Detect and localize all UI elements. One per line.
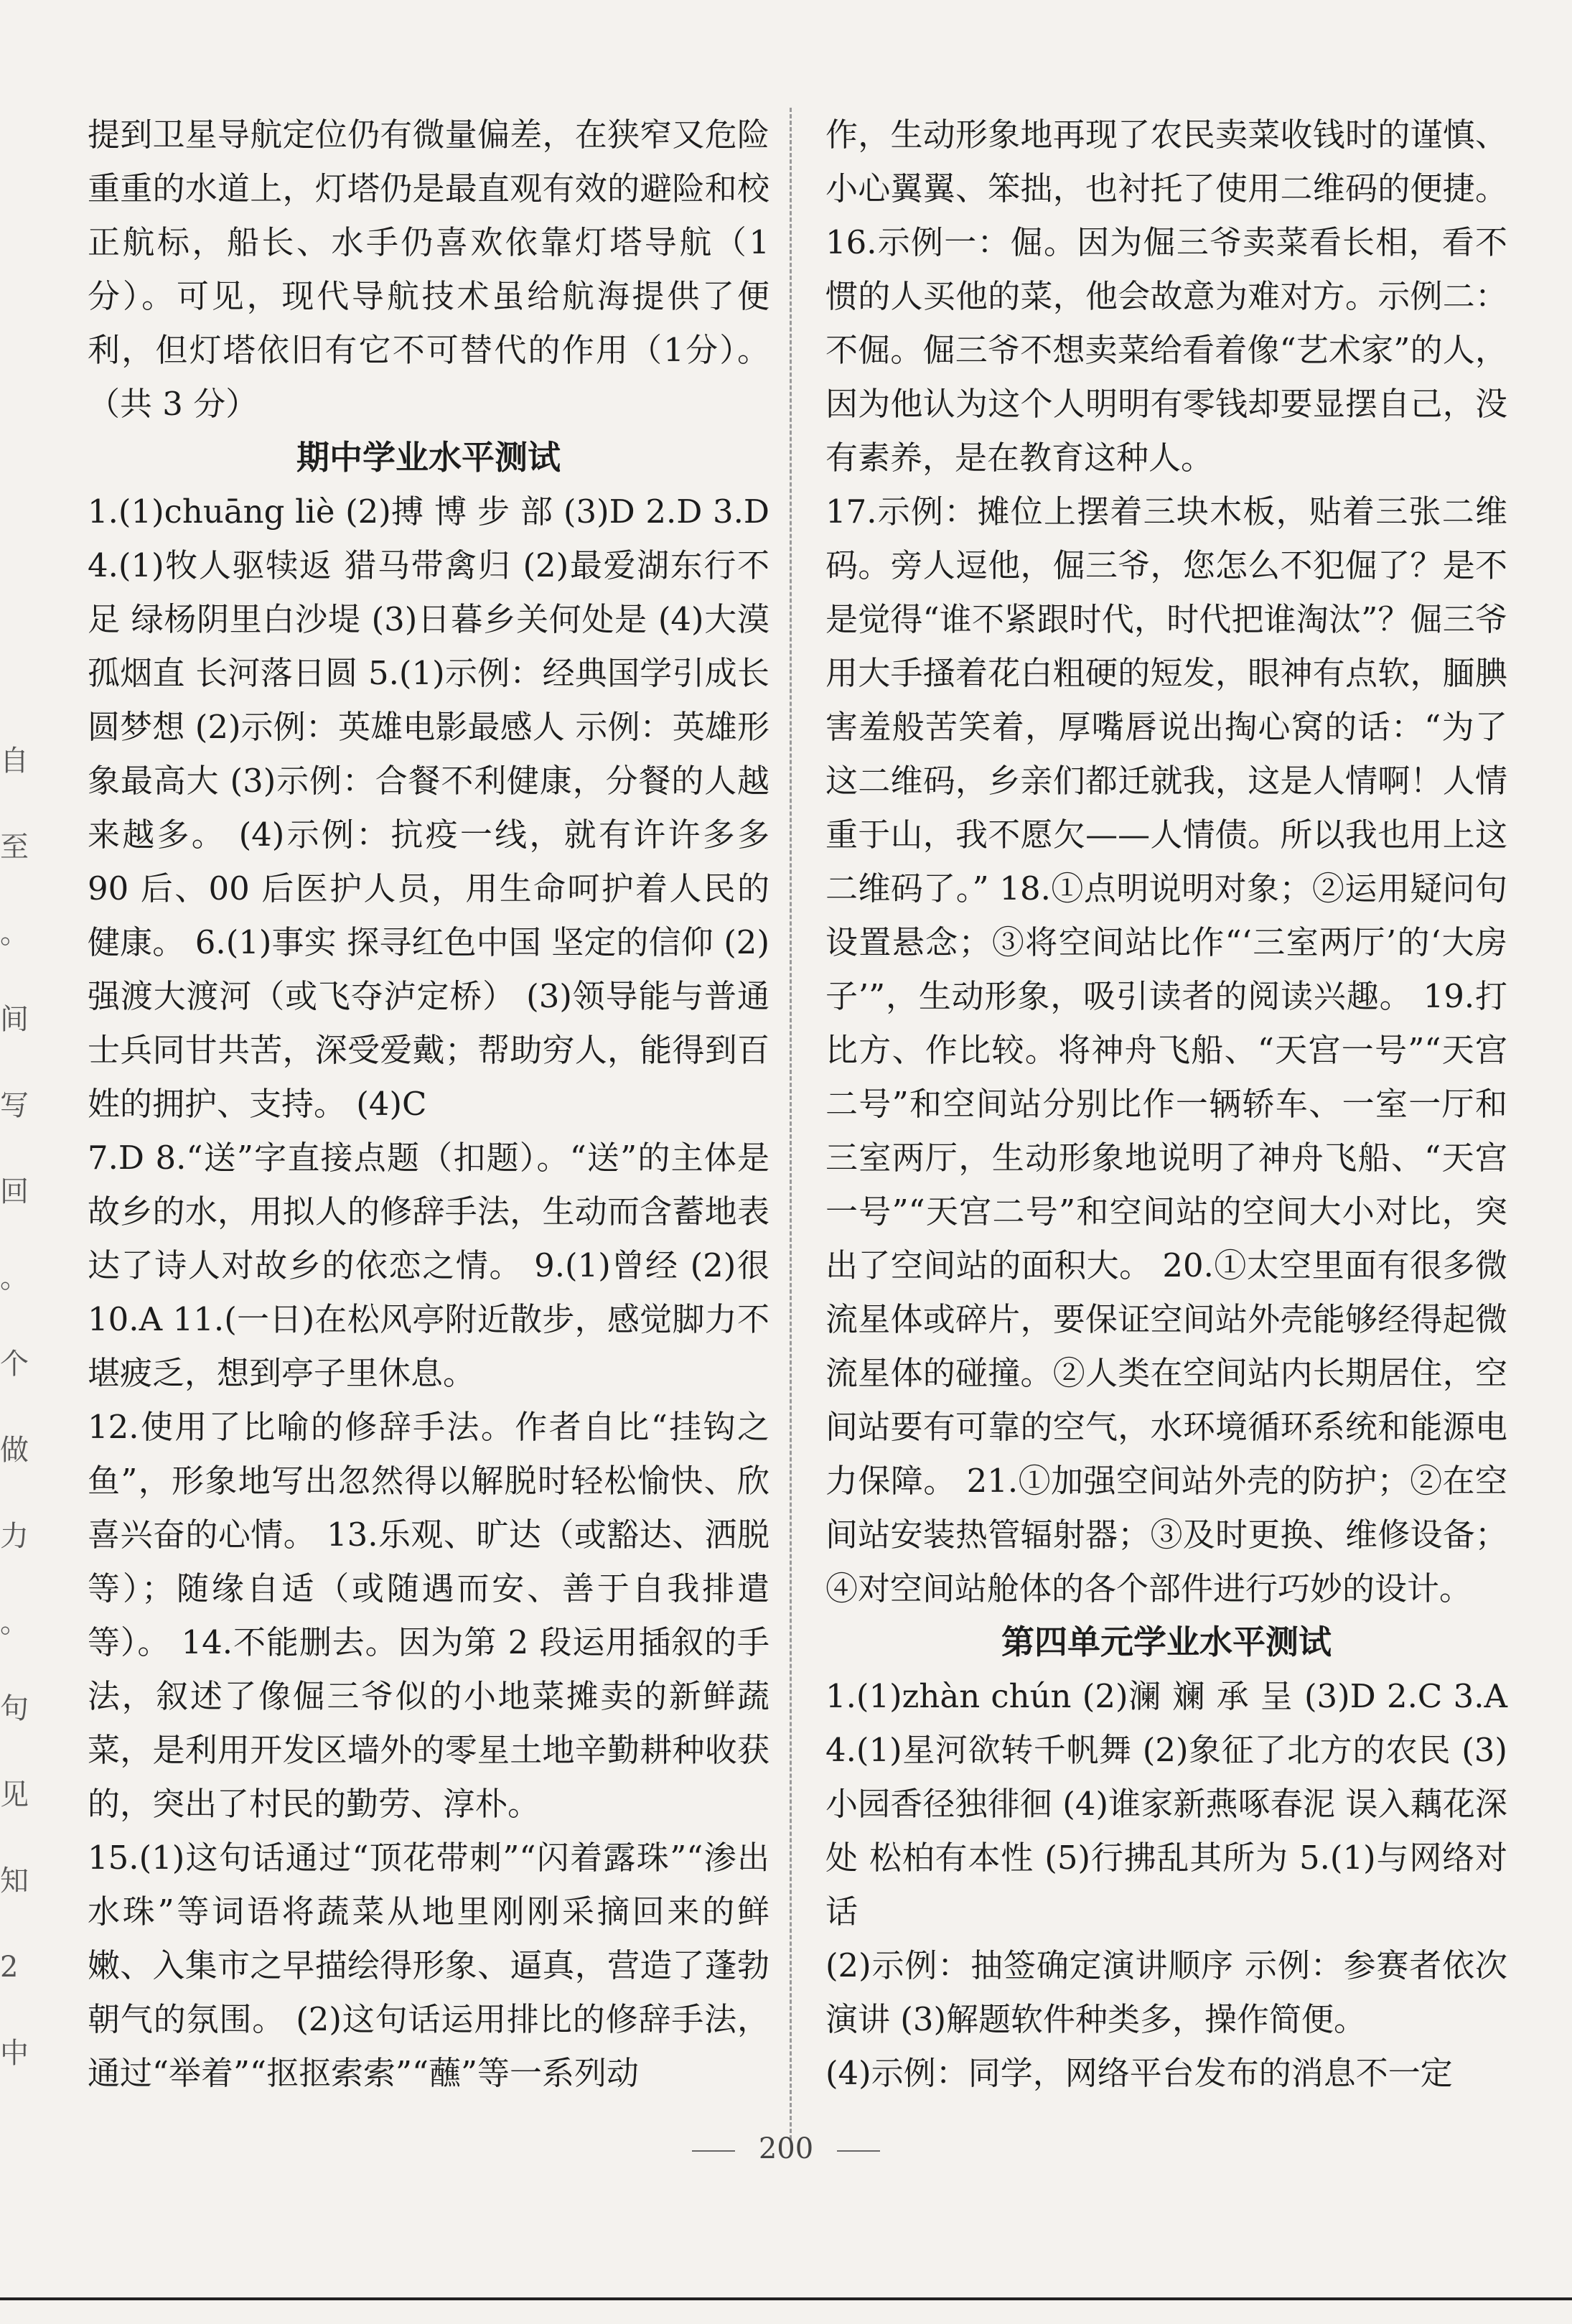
paragraph: 提到卫星导航定位仍有微量偏差，在狭窄又危险重重的水道上，灯塔仍是最直观有效的避险和校正航标，船长、水手仍喜欢依靠灯塔导航（1分）。可见，现代导航技术虽给航海提供了便利，但灯塔依旧有它不可替代的作用（1分）。（共 3 分） xyxy=(88,116,769,423)
paragraph: (4)示例：同学，网络平台发布的消息不一定 xyxy=(825,2054,1453,2092)
left-column xyxy=(88,108,769,2100)
paragraph: 1.(1)zhàn chún (2)澜 斓 承 呈 (3)D 2.C 3.A 4.(1)星河欲转千帆舞 (2)象征了北方的农民 (3)小园香径独徘徊 (4)谁家新燕啄春泥 误入藕花深处 松柏有本性 (5)行拂乱其所为 5.(1)与网络对话 xyxy=(825,1677,1507,1931)
edge-text: 自 至 。 间 写 回 。 个 做 力 。 句 见 知 2 中 xyxy=(0,745,29,2070)
footer-dash-left xyxy=(692,2150,735,2152)
page-number: 200 xyxy=(758,2132,814,2165)
bottom-rule xyxy=(0,2297,1572,2300)
paragraph: 作，生动形象地再现了农民卖菜收钱时的谨慎、小心翼翼、笨拙，也衬托了使用二维码的便捷。 16.示例一：倔。因为倔三爷卖菜看长相，看不惯的人买他的菜，他会故意为难对方。示例二：不倔。倔三爷不想卖菜给看着像“艺术家”的人，因为他认为这个人明明有零钱却要显摆自己，没有素养，是在教育这种人。 xyxy=(825,116,1507,477)
column-divider xyxy=(790,108,792,2139)
paragraph: 17.示例：摊位上摆着三块木板，贴着三张二维码。旁人逗他，倔三爷，您怎么不犯倔了？是不是觉得“谁不紧跟时代，时代把谁淘汰”？倔三爷用大手搔着花白粗硬的短发，眼神有点软，腼腆害羞般苦笑着，厚嘴唇说出掏心窝的话：“为了这二维码，乡亲们都迁就我，这是人情啊！人情重于山，我不愿欠——人情债。所以我也用上这二维码了。” 18.①点明说明对象；②运用疑问句设置悬念；③将空间站比作“‘三室两厅’的‘大房子’”，生动形象，吸引读者的阅读兴趣。 19.打比方、作比较。将神舟飞船、“天宫一号”“天宫二号”和空间站分别比作一辆轿车、一室一厅和三室两厅，生动形象地说明了神舟飞船、“天宫一号”“天宫二号”和空间站的空间大小对比，突出了空间站的面积大。 20.①太空里面有很多微流星体或碎片，要保证空间站外壳能够经得起微流星体的碰撞。②人类在空间站内长期居住，空间站要有可靠的空气，水环境循环系统和能源电力保障。 21.①加强空间站外壳的防护；②在空间站安装热管辐射器；③及时更换、维修设备；④对空间站舱体的各个部件进行巧妙的设计。 xyxy=(825,493,1507,1607)
paragraph: 15.(1)这句话通过“顶花带刺”“闪着露珠”“渗出水珠”等词语将蔬菜从地里刚刚采摘回来的鲜嫩、入集市之早描绘得形象、逼真，营造了蓬勃朝气的氛围。 (2)这句话运用排比的修辞手法，通过“举着”“抠抠索索”“蘸”等一系列动 xyxy=(88,1839,769,2092)
paragraph: 12.使用了比喻的修辞手法。作者自比“挂钩之鱼”，形象地写出忽然得以解脱时轻松愉快、欣喜兴奋的心情。 13.乐观、旷达（或豁达、洒脱等）；随缘自适（或随遇而安、善于自我排遣等）。 14.不能删去。因为第 2 段运用插叙的手法，叙述了像倔三爷似的小地菜摊卖的新鲜蔬菜，是利用开发区墙外的零星土地辛勤耕种收获的，突出了村民的勤劳、淳朴。 xyxy=(88,1408,769,1823)
right-column xyxy=(825,108,1507,2100)
paragraph: (2)示例：抽签确定演讲顺序 示例：参赛者依次演讲 (3)解题软件种类多，操作简便。 xyxy=(825,1946,1507,2038)
section-heading-unit-four: 第四单元学业水平测试 xyxy=(1001,1623,1332,1661)
page-footer xyxy=(0,2132,1572,2165)
adjacent-page-edge-text xyxy=(0,718,29,2070)
paragraph: 1.(1)chuāng liè (2)搏 博 步 部 (3)D 2.D 3.D 4.(1)牧人驱犊返 猎马带禽归 (2)最爱湖东行不足 绿杨阴里白沙堤 (3)日暮乡关何处是 (4)大漠孤烟直 长河落日圆 5.(1)示例：经典国学引成长圆梦想 (2)示例：英雄电影最感人 示例：英雄形象最高大 (3)示例：合餐不利健康，分餐的人越来越多。 (4)示例：抗疫一线，就有许许多多 90 后、00 后医护人员，用生命呵护着人民的健康。 6.(1)事实 探寻红色中国 坚定的信仰 (2)强渡大渡河（或飞夺泸定桥） (3)领导能与普通士兵同甘共苦，深受爱戴；帮助穷人，能得到百姓的拥护、支持。 (4)C xyxy=(88,493,769,1123)
footer-dash-right xyxy=(837,2150,880,2152)
section-heading-midterm: 期中学业水平测试 xyxy=(296,438,561,477)
paragraph: 7.D 8.“送”字直接点题（扣题）。“送”的主体是故乡的水，用拟人的修辞手法，生动而含蓄地表达了诗人对故乡的依恋之情。 9.(1)曾经 (2)很 10.A 11.(一日)在松风亭附近散步，感觉脚力不堪疲乏，想到亭子里休息。 xyxy=(88,1139,769,1392)
